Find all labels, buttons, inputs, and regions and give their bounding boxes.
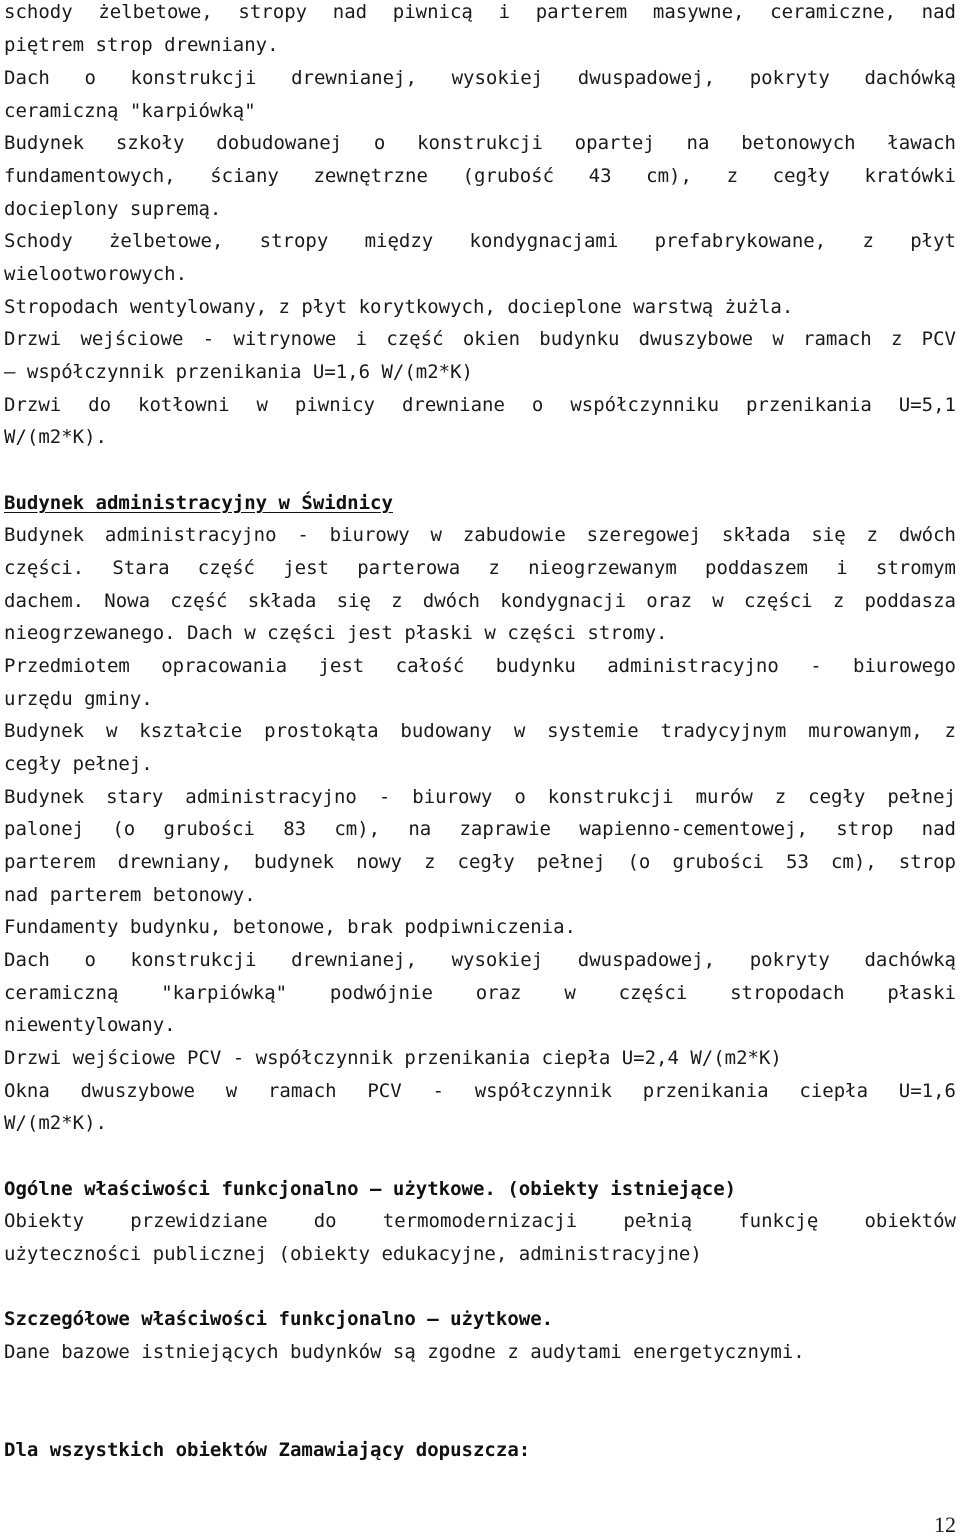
text-line: fundamentowych, ściany zewnętrzne (grubość 43 cm), z cegły kratówki [4,165,956,187]
text-line: Okna dwuszybowe w ramach PCV - współczynnik przenikania ciepła U=1,6 [4,1080,956,1102]
section-heading: Dla wszystkich obiektów Zamawiający dopuszcza: [4,1439,531,1461]
section-heading: Szczegółowe właściwości funkcjonalno – użytkowe. [4,1308,554,1330]
text-line: docieplony supremą. [4,198,222,220]
text-line: – współczynnik przenikania U=1,6 W/(m2*K) [4,361,473,383]
section-heading-text: Budynek administracyjny w Świdnicy [4,492,393,514]
text-line: Dach o konstrukcji drewnianej, wysokiej dwuspadowej, pokryty dachówką [4,949,956,971]
page-number: 12 [934,1512,956,1537]
text-line: niewentylowany. [4,1014,176,1036]
text-line: dachem. Nowa część składa się z dwóch kondygnacji oraz w części z poddasza [4,590,956,612]
text-line: Dane bazowe istniejących budynków są zgodne z audytami energetycznymi. [4,1341,805,1363]
text-line: piętrem strop drewniany. [4,34,279,56]
text-line: Przedmiotem opracowania jest całość budynku administracyjno - biurowego [4,655,956,677]
text-line: wielootworowych. [4,263,188,285]
section-heading [4,487,956,519]
text-line: W/(m2*K). [4,1112,107,1134]
text-line: parterem drewniany, budynek nowy z cegły pełnej (o grubości 53 cm), strop [4,851,956,873]
text-line: schody żelbetowe, stropy nad piwnicą i parterem masywne, ceramiczne, nad [4,1,956,23]
text-line: Budynek szkoły dobudowanej o konstrukcji opartej na betonowych ławach [4,132,956,154]
text-line: nieogrzewanego. Dach w części jest płaski w części stromy. [4,622,668,644]
text-line: Dach o konstrukcji drewnianej, wysokiej dwuspadowej, pokryty dachówką [4,67,956,89]
text-line: urzędu gminy. [4,688,153,710]
text-line: Stropodach wentylowany, z płyt korytkowych, docieplone warstwą żużla. [4,296,794,318]
text-line: Drzwi wejściowe - witrynowe i część okien budynku dwuszybowe w ramach z PCV [4,328,956,350]
text-line: ceramiczną "karpiówką" [4,100,256,122]
text-line: użyteczności publicznej (obiekty edukacyjne, administracyjne) [4,1243,702,1265]
text-line: Budynek w kształcie prostokąta budowany w systemie tradycyjnym murowanym, z [4,720,956,742]
text-line: Obiekty przewidziane do termomodernizacji pełnią funkcję obiektów [4,1210,956,1232]
text-line: Budynek administracyjno - biurowy w zabudowie szeregowej składa się z dwóch [4,524,956,546]
text-line: cegły pełnej. [4,753,153,775]
text-line: Budynek stary administracyjno - biurowy o konstrukcji murów z cegły pełnej [4,786,956,808]
text-line: palonej (o grubości 83 cm), na zaprawie wapienno-cementowej, strop nad [4,818,956,840]
text-line: Schody żelbetowe, stropy między kondygnacjami prefabrykowane, z płyt [4,230,956,252]
text-line: ceramiczną "karpiówką" podwójnie oraz w części stropodach płaski [4,982,956,1004]
text-line: W/(m2*K). [4,426,107,448]
text-line: Fundamenty budynku, betonowe, brak podpiwniczenia. [4,916,576,938]
text-line: nad parterem betonowy. [4,884,256,906]
text-line: Drzwi do kotłowni w piwnicy drewniane o współczynniku przenikania U=5,1 [4,394,956,416]
text-line: Drzwi wejściowe PCV - współczynnik przenikania ciepła U=2,4 W/(m2*K) [4,1047,782,1069]
section-heading: Ogólne właściwości funkcjonalno – użytkowe. (obiekty istniejące) [4,1178,737,1200]
text-line: części. Stara część jest parterowa z nieogrzewanym poddaszem i stromym [4,557,956,579]
